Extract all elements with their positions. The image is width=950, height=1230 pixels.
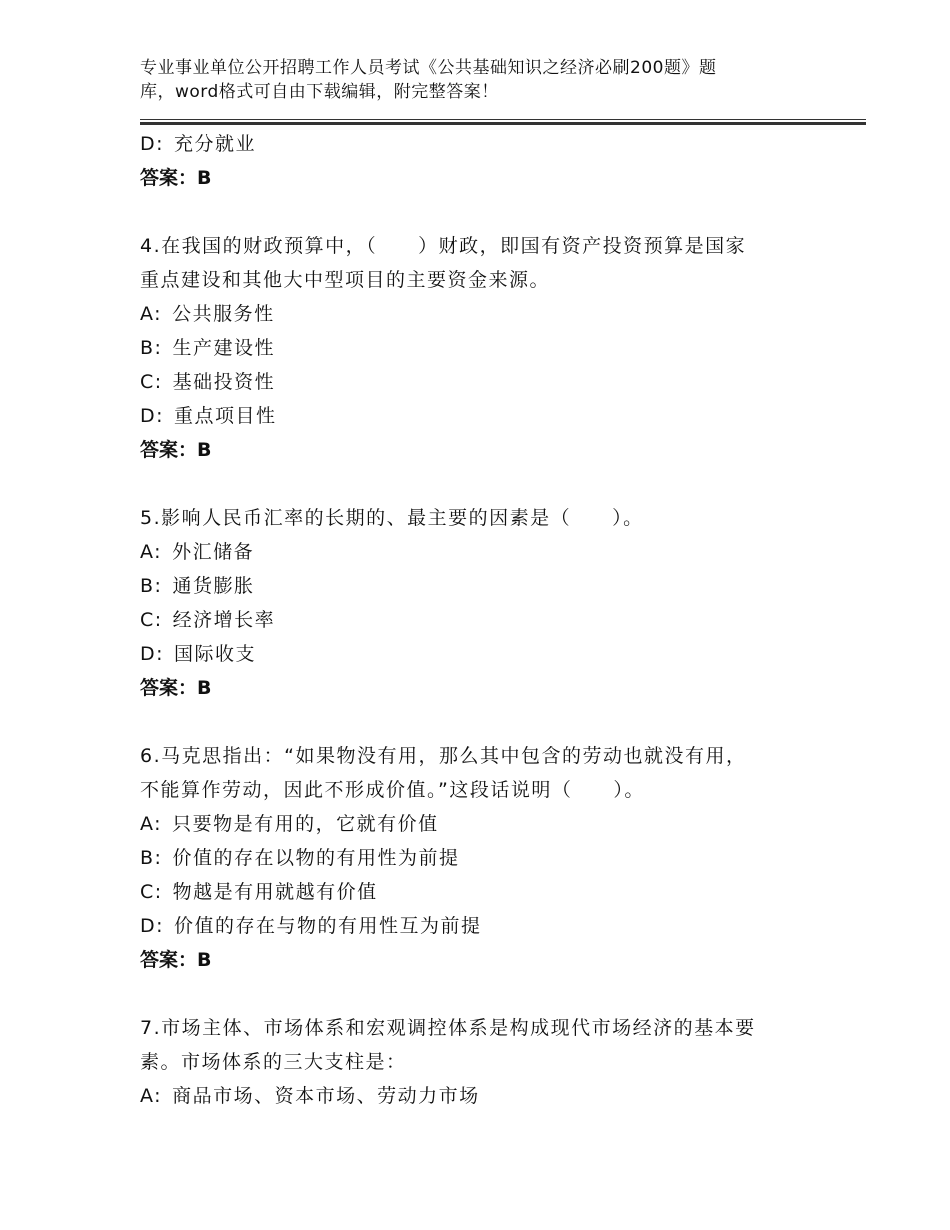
option-text: 价值的存在与物的有用性互为前提 bbox=[174, 915, 482, 937]
option-text: 充分就业 bbox=[174, 133, 257, 155]
option-a bbox=[140, 535, 820, 569]
option-b bbox=[140, 569, 820, 603]
answer-line: 答案：B bbox=[140, 167, 212, 189]
spacer bbox=[140, 977, 820, 1011]
header-line-2: 库，word格式可自由下载编辑，附完整答案！ bbox=[140, 82, 499, 102]
option-letter: D: bbox=[140, 643, 165, 665]
option-d bbox=[140, 909, 820, 943]
option-text: 只要物是有用的，它就有价值 bbox=[172, 813, 439, 835]
option-letter: C: bbox=[140, 609, 163, 631]
document-header bbox=[140, 56, 780, 104]
answer-line: 答案：B bbox=[140, 677, 212, 699]
header-divider-thin bbox=[140, 119, 866, 120]
option-c bbox=[140, 365, 820, 399]
option-letter: A: bbox=[140, 303, 163, 325]
header-divider-thick bbox=[140, 122, 866, 125]
spacer bbox=[140, 705, 820, 739]
option-letter: A: bbox=[140, 1085, 163, 1107]
option-text: 价值的存在以物的有用性为前提 bbox=[172, 847, 460, 869]
option-d bbox=[140, 127, 820, 161]
option-text: 经济增长率 bbox=[172, 609, 276, 631]
option-text: 商品市场、资本市场、劳动力市场 bbox=[172, 1085, 480, 1107]
option-text: 通货膨胀 bbox=[172, 575, 255, 597]
question-6-stem-line-2: 不能算作劳动，因此不形成价值。”这段话说明（ ）。 bbox=[140, 779, 645, 801]
answer-line: 答案：B bbox=[140, 439, 212, 461]
spacer bbox=[140, 195, 820, 229]
option-letter: B: bbox=[140, 847, 163, 869]
option-letter: D: bbox=[140, 915, 165, 937]
option-text: 重点项目性 bbox=[174, 405, 277, 427]
question-5-stem-line-1: 5.影响人民币汇率的长期的、最主要的因素是（ ）。 bbox=[140, 507, 644, 529]
header-line-1: 专业事业单位公开招聘工作人员考试《公共基础知识之经济必刷200题》题 bbox=[140, 58, 717, 78]
option-letter: C: bbox=[140, 371, 163, 393]
question-7-stem-line-2: 素。市场体系的三大支柱是： bbox=[140, 1051, 407, 1073]
option-a bbox=[140, 297, 820, 331]
option-letter: D: bbox=[140, 405, 165, 427]
option-letter: B: bbox=[140, 337, 163, 359]
option-d bbox=[140, 637, 820, 671]
option-letter: A: bbox=[140, 541, 163, 563]
option-d bbox=[140, 399, 820, 433]
question-6-stem-line-1: 6.马克思指出：“如果物没有用，那么其中包含的劳动也就没有用， bbox=[140, 745, 747, 767]
spacer bbox=[140, 467, 820, 501]
question-4-stem-line-1: 4.在我国的财政预算中，（ ）财政，即国有资产投资预算是国家 bbox=[140, 235, 747, 257]
option-b bbox=[140, 841, 820, 875]
option-text: 外汇储备 bbox=[172, 541, 255, 563]
option-letter: B: bbox=[140, 575, 163, 597]
option-b bbox=[140, 331, 820, 365]
option-c bbox=[140, 603, 820, 637]
option-c bbox=[140, 875, 820, 909]
question-list bbox=[140, 127, 820, 1113]
option-a bbox=[140, 807, 820, 841]
option-text: 物越是有用就越有价值 bbox=[172, 881, 378, 903]
option-text: 基础投资性 bbox=[172, 371, 276, 393]
question-7-stem-line-1: 7.市场主体、市场体系和宏观调控体系是构成现代市场经济的基本要 bbox=[140, 1017, 756, 1039]
option-letter: C: bbox=[140, 881, 163, 903]
option-a bbox=[140, 1079, 820, 1113]
option-letter: A: bbox=[140, 813, 163, 835]
question-4-stem-line-2: 重点建设和其他大中型项目的主要资金来源。 bbox=[140, 269, 551, 291]
option-text: 公共服务性 bbox=[172, 303, 275, 325]
option-letter: D: bbox=[140, 133, 165, 155]
answer-line: 答案：B bbox=[140, 949, 212, 971]
option-text: 生产建设性 bbox=[172, 337, 275, 359]
option-text: 国际收支 bbox=[174, 643, 257, 665]
